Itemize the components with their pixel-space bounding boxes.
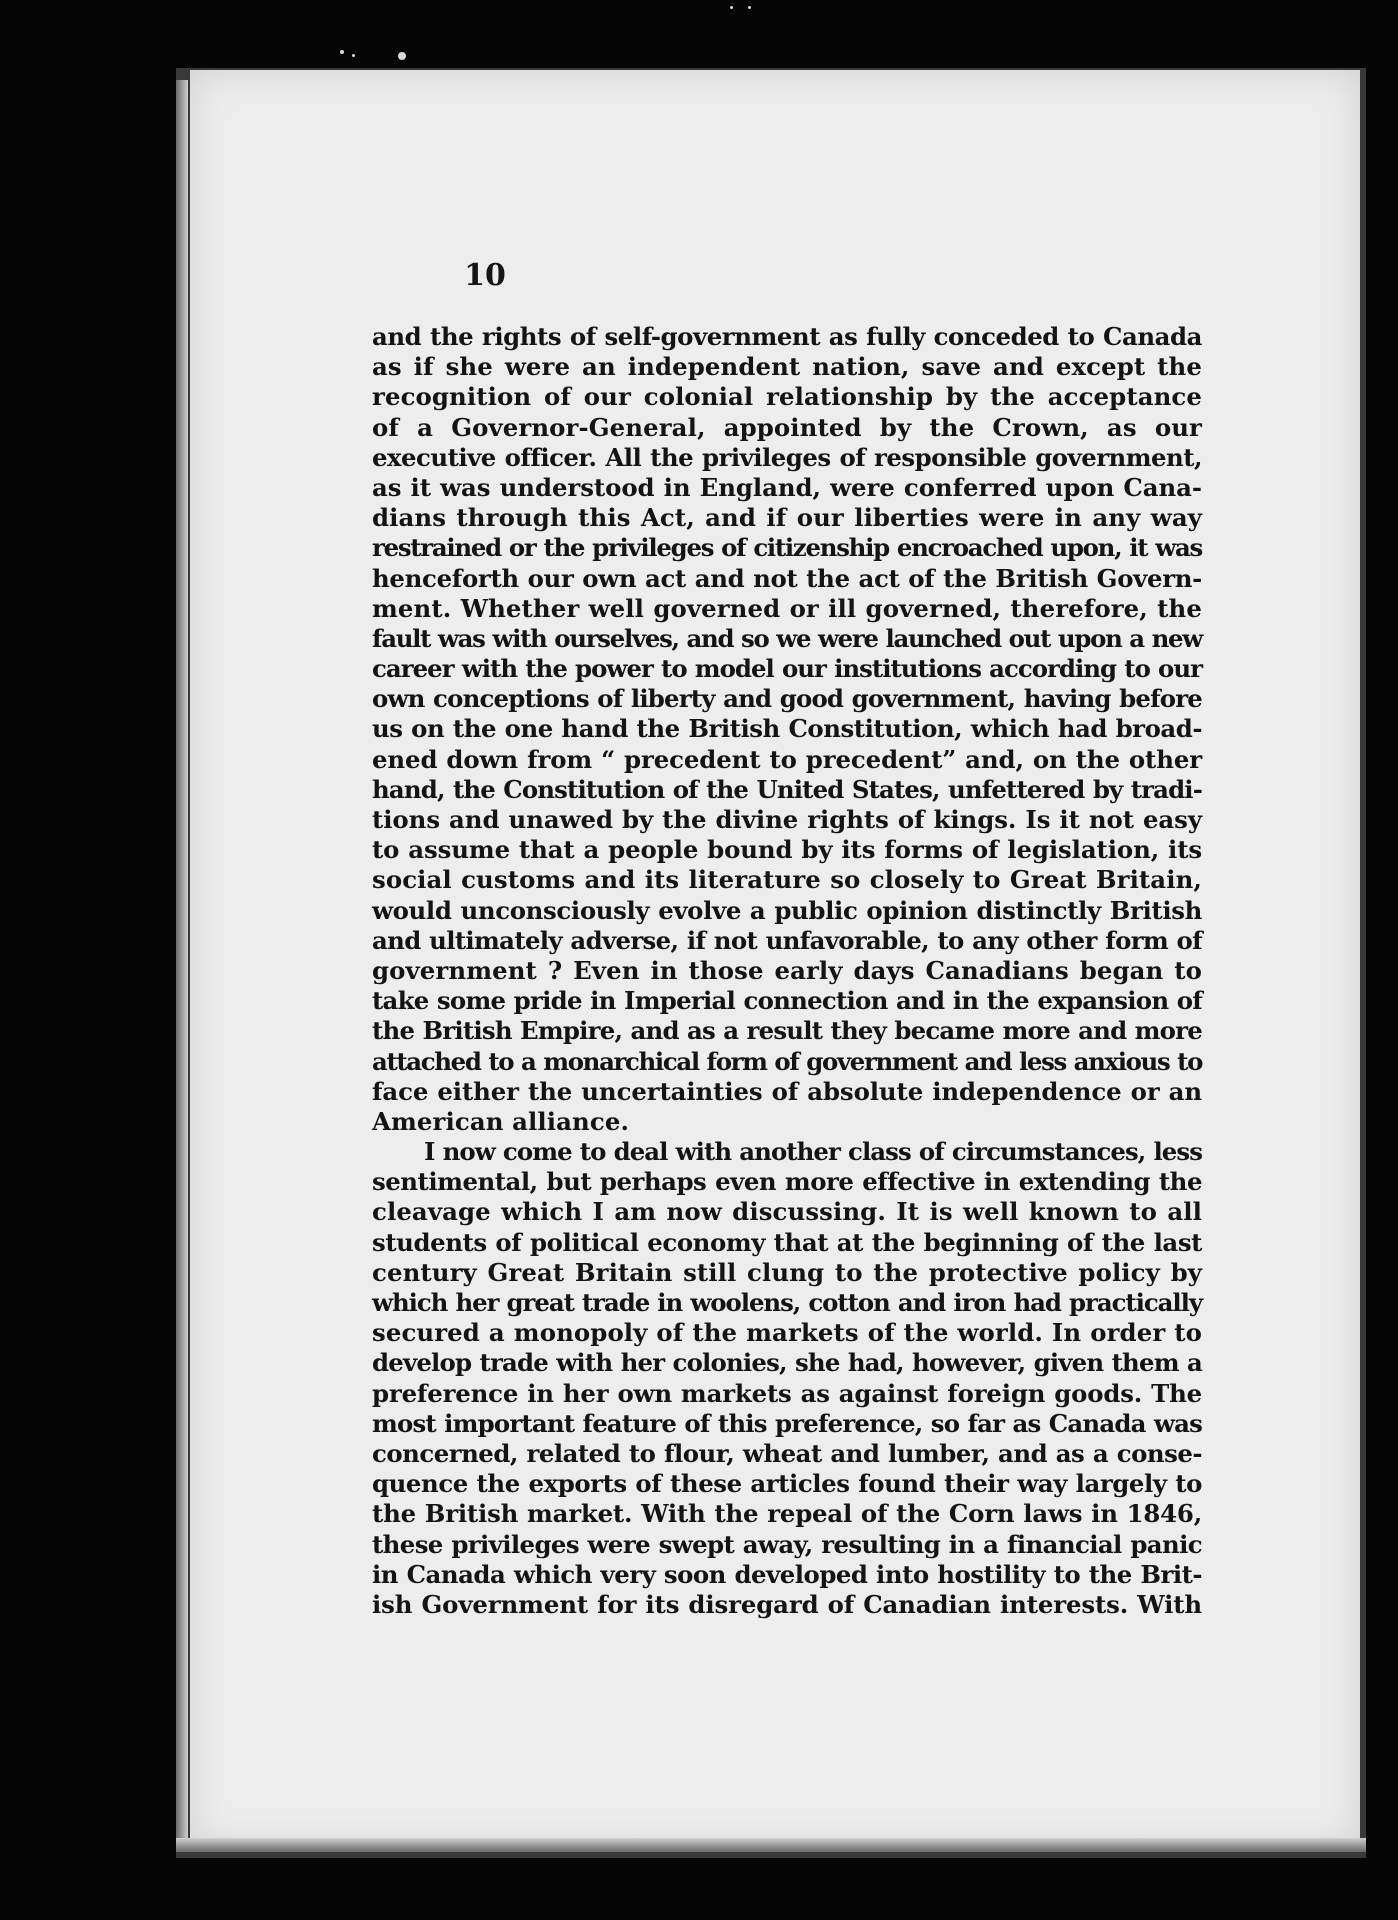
scan-speck: [352, 54, 355, 57]
text-line: government ? Even in those early days Canadians began to: [372, 955, 1202, 985]
scan-speck: [730, 6, 733, 9]
scan-speck: [748, 6, 751, 9]
text-line: the British market. With the repeal of the Corn laws in 1846,: [372, 1499, 1202, 1529]
text-line: executive officer. All the privileges of responsible government,: [372, 442, 1202, 472]
text-line: fault was with ourselves, and so we were launched out upon a new: [372, 623, 1202, 653]
text-line: American alliance.: [372, 1106, 630, 1136]
text-line: secured a monopoly of the markets of the world. In order to: [372, 1318, 1202, 1348]
text-line: students of political economy that at the beginning of the last: [372, 1227, 1202, 1257]
text-line: of a Governor-General, appointed by the Crown, as our: [372, 412, 1202, 442]
text-line: in Canada which very soon developed into hostility to the Brit-: [372, 1559, 1202, 1589]
text-line: own conceptions of liberty and good government, having before: [372, 684, 1202, 714]
text-line: recognition of our colonial relationship by the acceptance: [372, 382, 1202, 412]
margin-mark: [1361, 1150, 1364, 1190]
text-line: tions and unawed by the divine rights of kings. Is it not easy: [372, 805, 1202, 834]
text-line: the British Empire, and as a result they became more and more: [372, 1016, 1202, 1046]
text-line: us on the one hand the British Constitution, which had broad-: [372, 714, 1202, 744]
text-line: develop trade with her colonies, she had, however, given them a: [372, 1348, 1202, 1378]
text-line: ish Government for its disregard of Canadian interests. With: [372, 1589, 1202, 1619]
margin-mark: [1361, 1660, 1364, 1688]
paragraph: [372, 1137, 1202, 1620]
scan-speck: [398, 52, 406, 60]
text-line: these privileges were swept away, resulting in a financial panic: [372, 1529, 1202, 1559]
text-line: as if she were an independent nation, save and except the: [372, 352, 1202, 382]
scan-speck: [340, 50, 344, 54]
text-line: take some pride in Imperial connection and in the expansion of: [372, 986, 1202, 1016]
page-bottom-edge: [176, 1838, 1366, 1852]
book-page: [190, 70, 1360, 1848]
text-line: quence the exports of these articles found their way largely to: [372, 1469, 1202, 1499]
paragraph: [372, 322, 1202, 1137]
text-line: to assume that a people bound by its forms of legislation, its: [372, 835, 1202, 865]
text-line: concerned, related to flour, wheat and lumber, and as a conse-: [372, 1438, 1202, 1468]
page-number: 10: [464, 258, 506, 293]
text-line: which her great trade in woolens, cotton and iron had practically: [372, 1288, 1202, 1317]
text-line: social customs and its literature so closely to Great Britain,: [372, 865, 1202, 895]
page-spine: [176, 80, 188, 1850]
text-line: dians through this Act, and if our liberties were in any way: [372, 503, 1202, 533]
text-line: restrained or the privileges of citizenship encroached upon, it was: [372, 533, 1202, 563]
text-line: cleavage which I am now discussing. It is well known to all: [372, 1197, 1202, 1227]
text-line: face either the uncertainties of absolute independence or an: [372, 1076, 1202, 1106]
text-line: and ultimately adverse, if not unfavorable, to any other form of: [372, 925, 1202, 955]
body-text: [372, 322, 1202, 1620]
text-line: sentimental, but perhaps even more effective in extending the: [372, 1167, 1202, 1197]
text-line: and the rights of self-government as fully conceded to Canada: [372, 322, 1202, 351]
text-line: century Great Britain still clung to the protective policy by: [372, 1257, 1202, 1287]
text-line: would unconsciously evolve a public opinion distinctly British: [372, 895, 1202, 925]
margin-mark: [1361, 520, 1364, 544]
text-line: ment. Whether well governed or ill governed, therefore, the: [372, 593, 1202, 623]
text-line: henceforth our own act and not the act of the British Govern-: [372, 563, 1202, 593]
text-line: career with the power to model our institutions according to our: [372, 654, 1202, 684]
text-line: preference in her own markets as against foreign goods. The: [372, 1378, 1202, 1408]
text-line: as it was understood in England, were conferred upon Cana-: [372, 472, 1202, 502]
text-line: hand, the Constitution of the United States, unfettered by tradi-: [372, 774, 1202, 804]
text-line: ened down from “ precedent to precedent” and, on the other: [372, 744, 1202, 774]
text-line: most important feature of this preference, so far as Canada was: [372, 1408, 1202, 1438]
text-line: attached to a monarchical form of government and less anxious to: [372, 1046, 1202, 1076]
text-line: I now come to deal with another class of circumstances, less: [424, 1137, 1202, 1167]
